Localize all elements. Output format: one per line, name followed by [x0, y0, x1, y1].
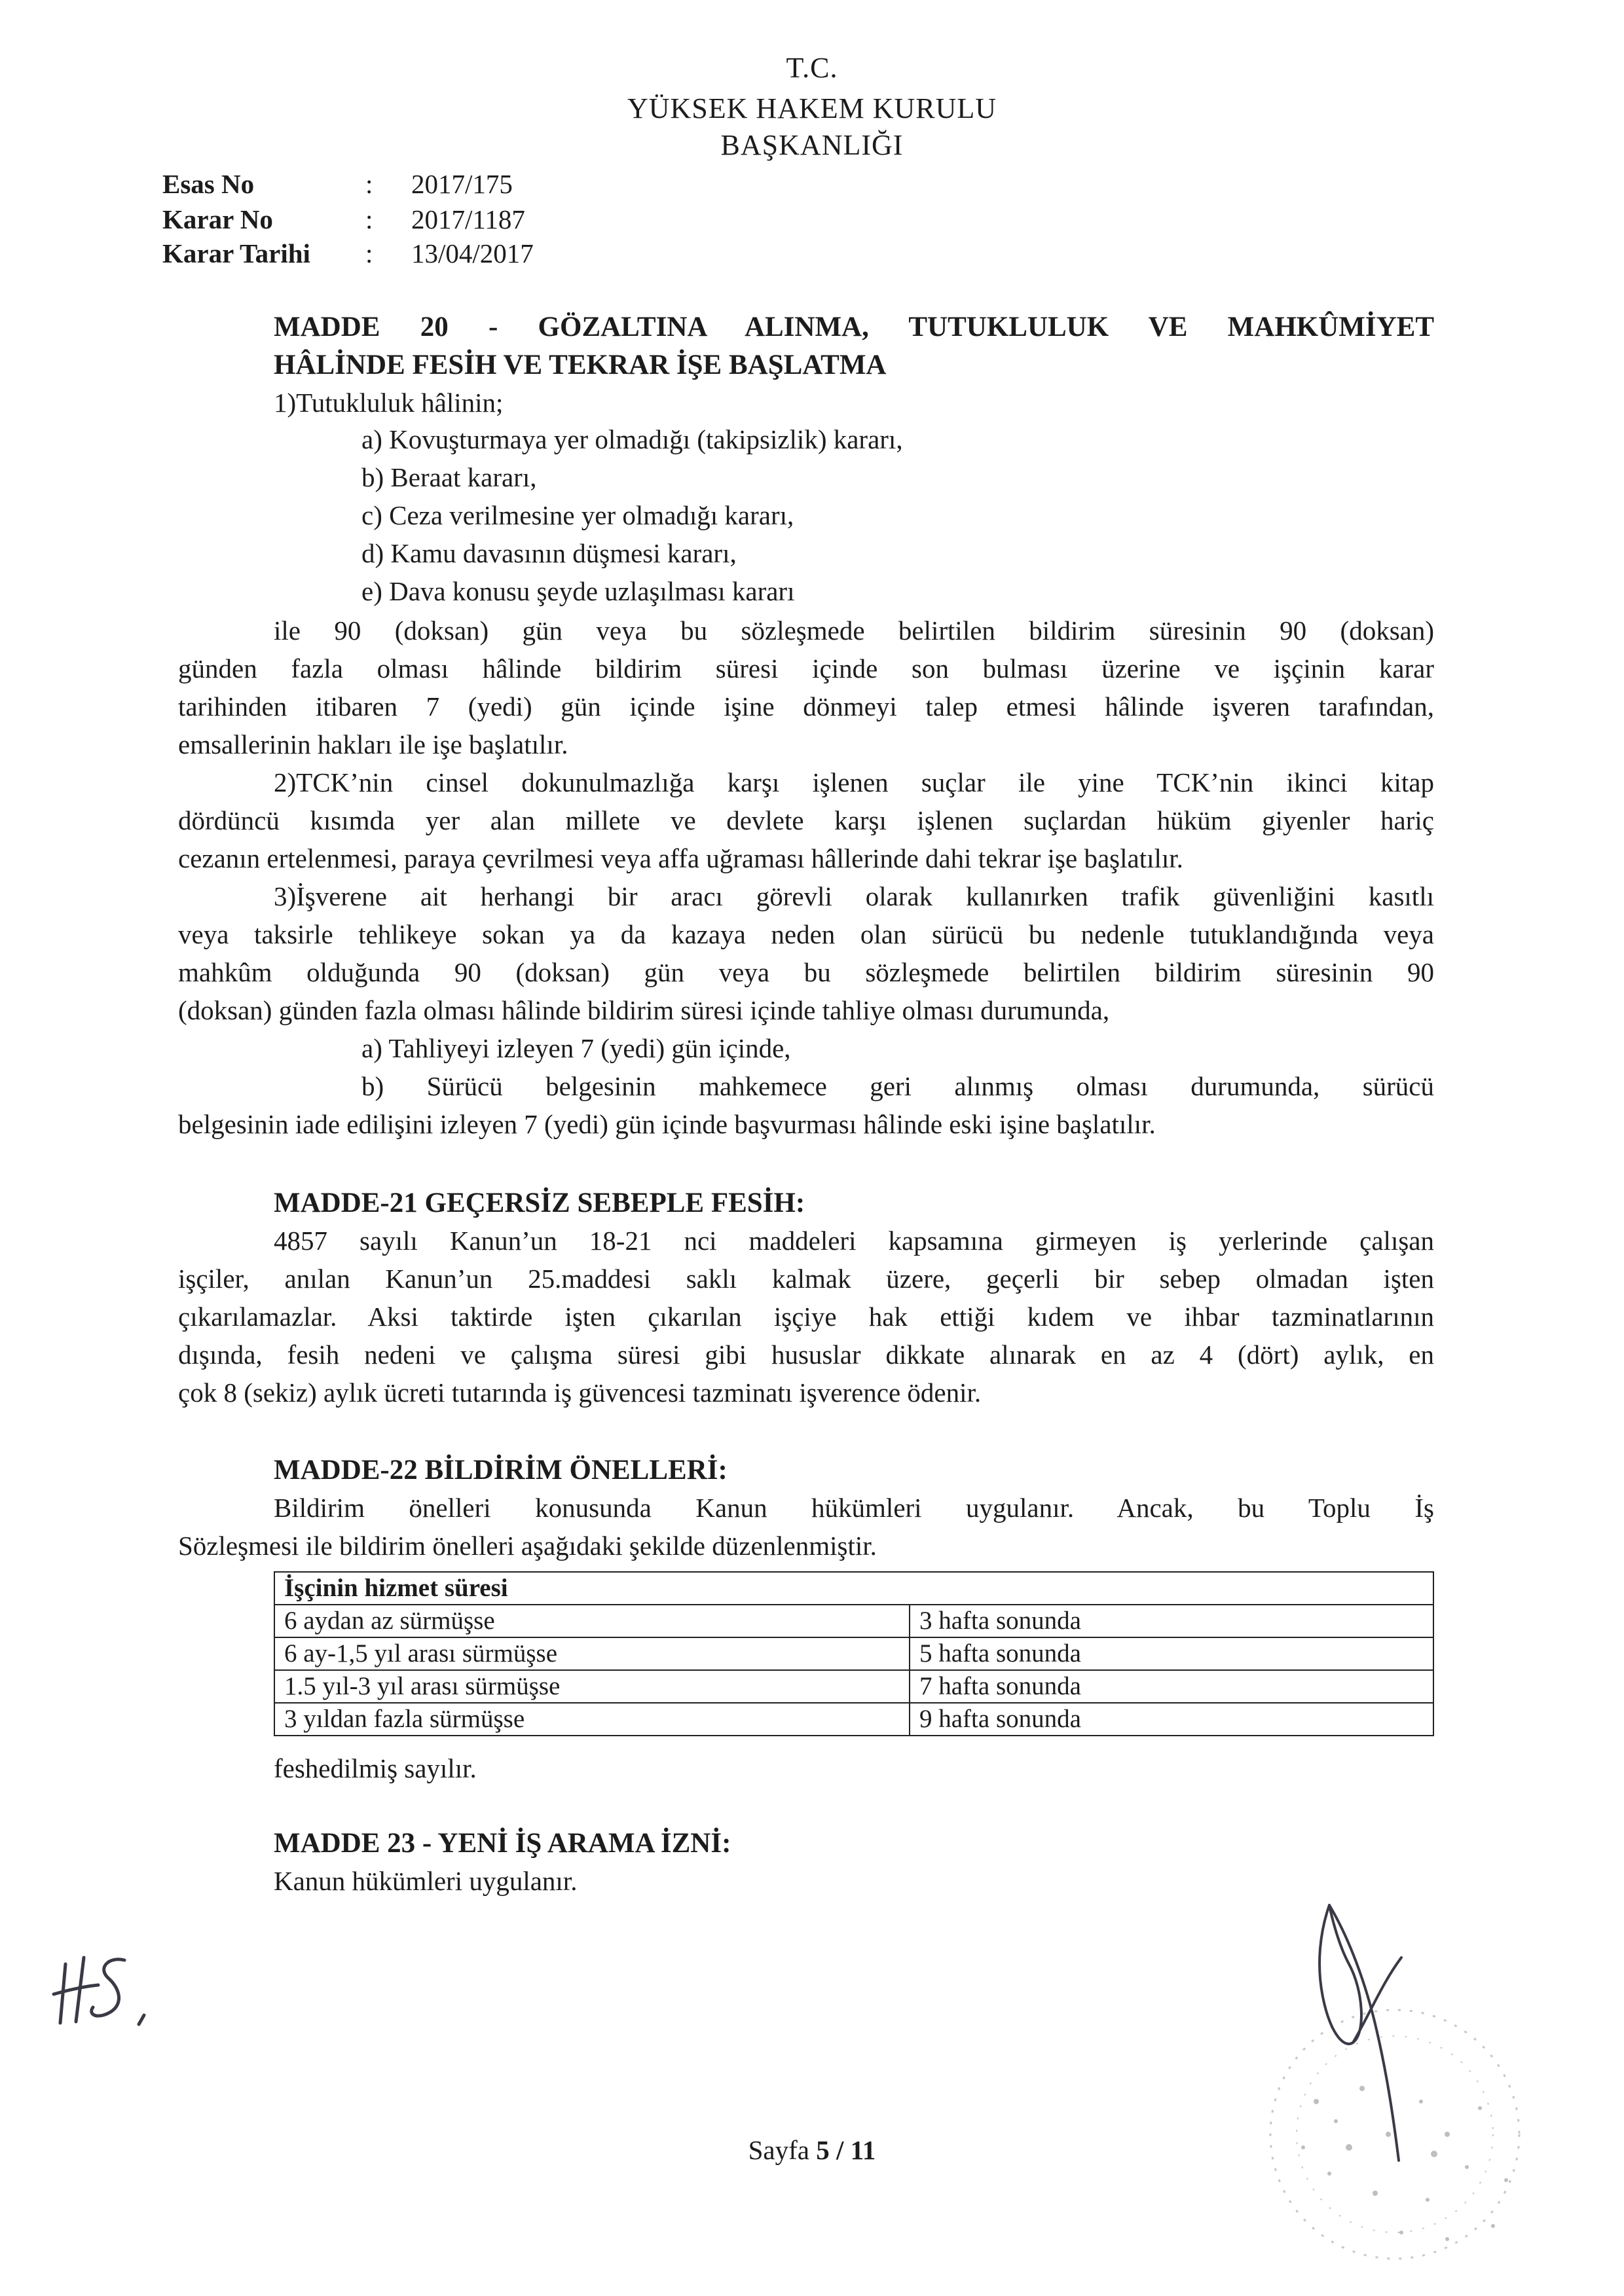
madde20-p2-line: dördüncü kısımda yer alan millete ve devlete karşı işlenen suçlardan hüküm giyenler hariç — [178, 805, 1434, 835]
madde20-item-e: e) Dava konusu şeyde uzlaşılması kararı — [361, 576, 795, 606]
table-row — [274, 1703, 1433, 1736]
madde20-p3-a: a) Tahliyeyi izleyen 7 (yedi) gün içinde, — [361, 1033, 791, 1063]
madde22-after: feshedilmiş sayılır. — [274, 1753, 477, 1783]
initials-signature-icon — [46, 1938, 164, 2036]
notice-cell: 7 hafta sonunda — [910, 1670, 1433, 1703]
meta-label: Esas No — [162, 169, 255, 199]
meta-esas-no — [162, 168, 513, 200]
meta-value: 13/04/2017 — [411, 238, 534, 268]
notice-cell: 3 hafta sonunda — [910, 1605, 1433, 1637]
madde20-item-c: c) Ceza verilmesine yer olmadığı kararı, — [361, 500, 794, 530]
header-tc: T.C. — [786, 52, 838, 84]
handwritten-signature-icon — [1303, 1892, 1454, 2174]
madde20-p3-b-line1: b) Sürücü belgesinin mahkemece geri alınmış olması durumunda, sürücü — [361, 1071, 1434, 1101]
madde21-line: çıkarılamazlar. Aksi taktirde işten çıkarılan işçiye hak ettiği kıdem ve ihbar tazminatlarının — [178, 1302, 1434, 1332]
duration-cell: 1.5 yıl-3 yıl arası sürmüşse — [274, 1670, 910, 1703]
madde20-item-a: a) Kovuşturmaya yer olmadığı (takipsizlik) kararı, — [361, 424, 903, 454]
madde20-title-line2: HÂLİNDE FESİH VE TEKRAR İŞE BAŞLATMA — [274, 350, 887, 380]
footer-prefix: Sayfa — [748, 2135, 817, 2165]
header-presidency: BAŞKANLIĞI — [720, 129, 904, 161]
notice-cell: 5 hafta sonunda — [910, 1637, 1433, 1670]
meta-value: 2017/1187 — [411, 204, 525, 234]
meta-value: 2017/175 — [411, 169, 513, 199]
header-institution: YÜKSEK HAKEM KURULU — [627, 92, 997, 124]
table-row — [274, 1670, 1433, 1703]
madde20-p2-line: cezanın ertelenmesi, paraya çevrilmesi veya affa uğraması hâllerinde dahi tekrar işe başlatılır. — [178, 843, 1183, 873]
duration-cell: 6 aydan az sürmüşse — [274, 1605, 910, 1637]
madde20-p2-line: 2)TCK’nin cinsel dokunulmazlığa karşı işlenen suçlar ile yine TCK’nin ikinci kitap — [274, 767, 1434, 797]
madde20-p3-line: mahkûm olduğunda 90 (doksan) gün veya bu sözleşmede belirtilen bildirim süresinin 90 — [178, 957, 1434, 987]
meta-sep: : — [365, 238, 373, 268]
madde23-text: Kanun hükümleri uygulanır. — [274, 1866, 578, 1896]
madde23-title: MADDE 23 - YENİ İŞ ARAMA İZNİ: — [274, 1828, 731, 1859]
page-number: 5 / 11 — [816, 2135, 876, 2165]
madde20-p3-line: 3)İşverene ait herhangi bir aracı görevli olarak kullanırken trafik güvenliğini kasıtlı — [274, 881, 1434, 911]
meta-label: Karar Tarihi — [162, 238, 310, 268]
duration-cell: 3 yıldan fazla sürmüşse — [274, 1703, 910, 1736]
madde20-p1-line: ile 90 (doksan) gün veya bu sözleşmede belirtilen bildirim süresinin 90 (doksan) — [274, 615, 1434, 646]
table-row — [274, 1637, 1433, 1670]
madde20-item-b: b) Beraat kararı, — [361, 462, 537, 492]
meta-label: Karar No — [162, 204, 273, 234]
madde20-p1-line: günden fazla olması hâlinde bildirim süresi içinde son bulması üzerine ve işçinin karar — [178, 653, 1434, 683]
meta-sep: : — [365, 204, 373, 234]
madde20-p3-b-line2: belgesinin iade edilişini izleyen 7 (yedi) gün içinde başvurması hâlinde eski işine başlatılır. — [178, 1109, 1156, 1139]
meta-sep: : — [365, 169, 373, 199]
madde21-line: çok 8 (sekiz) aylık ücreti tutarında iş güvencesi tazminatı işverence ödenir. — [178, 1377, 982, 1408]
madde20-p3-line: veya taksirle tehlikeye sokan ya da kazaya neden olan sürücü bu nedenle tutuklandığında veya — [178, 919, 1434, 949]
madde20-p1-line: emsallerinin hakları ile işe başlatılır. — [178, 729, 568, 759]
table-header-row — [274, 1572, 1433, 1605]
madde21-title: MADDE-21 GEÇERSİZ SEBEPLE FESİH: — [274, 1188, 805, 1218]
madde20-p1-line: tarihinden itibaren 7 (yedi) gün içinde işine dönmeyi talep etmesi hâlinde işveren tarafından, — [178, 691, 1434, 721]
meta-karar-no — [162, 203, 525, 236]
madde21-line: işçiler, anılan Kanun’un 25.maddesi saklı kalmak üzere, geçerli bir sebep olmadan işten — [178, 1264, 1434, 1294]
madde22-title: MADDE-22 BİLDİRİM ÖNELLERİ: — [274, 1455, 728, 1485]
madde22-line2: Sözleşmesi ile bildirim önelleri aşağıdaki şekilde düzenlenmiştir. — [178, 1531, 877, 1561]
table-header-cell: İşçinin hizmet süresi — [274, 1572, 1433, 1605]
notice-period-table — [274, 1571, 1434, 1736]
madde21-line: dışında, fesih nedeni ve çalışma süresi gibi hususlar dikkate alınarak en az 4 (dört) aylık, en — [178, 1339, 1434, 1370]
madde20-p3-line: (doksan) günden fazla olması hâlinde bildirim süresi içinde tahliye olması durumunda, — [178, 995, 1110, 1025]
madde20-item-d: d) Kamu davasının düşmesi kararı, — [361, 538, 737, 568]
madde22-line1: Bildirim önelleri konusunda Kanun hükümleri uygulanır. Ancak, bu Toplu İş — [274, 1493, 1434, 1523]
madde20-p1-intro: 1)Tutukluluk hâlinin; — [274, 388, 504, 418]
madde20-title-line1: MADDE 20 - GÖZALTINA ALINMA, TUTUKLULUK VE MAHKÛMİYET — [274, 312, 1434, 342]
madde21-line: 4857 sayılı Kanun’un 18-21 nci maddeleri kapsamına girmeyen iş yerlerinde çalışan — [274, 1226, 1434, 1256]
table-row — [274, 1605, 1433, 1637]
meta-karar-tarihi — [162, 237, 534, 270]
page-footer — [0, 2134, 1624, 2166]
notice-cell: 9 hafta sonunda — [910, 1703, 1433, 1736]
duration-cell: 6 ay-1,5 yıl arası sürmüşse — [274, 1637, 910, 1670]
